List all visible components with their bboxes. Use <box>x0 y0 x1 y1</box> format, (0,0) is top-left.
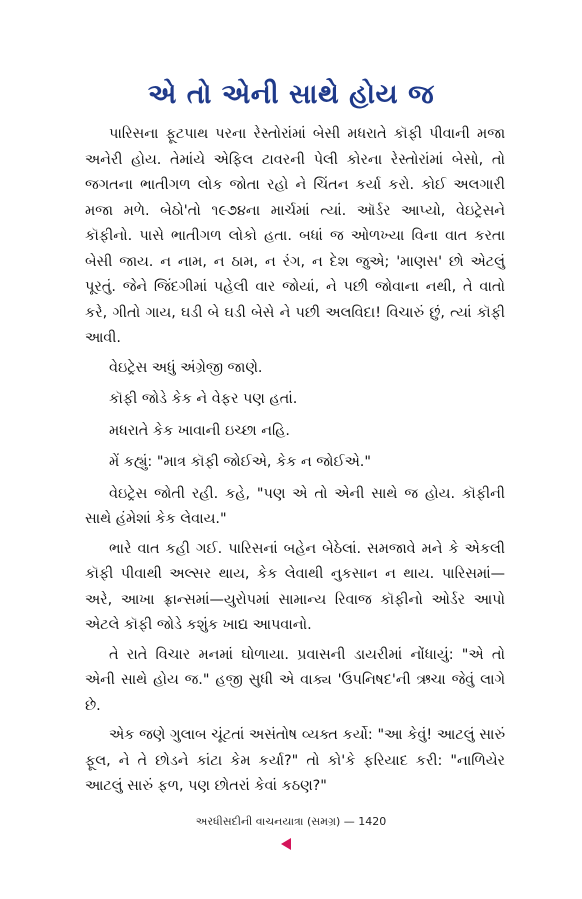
paragraph-1: પારિસના ફૂટપાથ પરના રેસ્તોરાંમાં બેસી મધરાતે કૉફી પીવાની મજા અનેરી હોય. તેમાંયે એફિલ ટાવરની પેલી કોરના રેસ્તોરાંમાં બેસો, તો જગતના ભાતીગળ લોક જોતા રહો ને ચિંતન કર્યા કરો. કોઈ અલગારી મજા મળે. બેઠો'તો ૧૯૭૪ના માર્ચમાં ત્યાં. ઑર્ડર આપ્યો, વેઇટ્રેસને કૉફીનો. પાસે ભાતીગળ લોકો હતા. બધાં જ ઓળખ્યા વિના વાત કરતા બેસી જાય. ન નામ, ન ઠામ, ન રંગ, ન દેશ જુએ; 'માણસ' છો એટલું પૂરતું. જેને જિંદગીમાં પહેલી વાર જોયાં, ને પછી જોવાના નથી, તે વાતો કરે, ગીતો ગાય, ઘડી બે ઘડી બેસે ને પછી અલવિદા! વિચારું છું, ત્યાં કૉફી આવી. <box>85 126 505 346</box>
page-title: એ તો એની સાથે હોય જ <box>147 79 435 110</box>
previous-page-arrow-icon[interactable] <box>281 838 291 850</box>
paragraph-4: મધરાતે કેક ખાવાની ઇચ્છા નહિ. <box>109 422 290 439</box>
paragraph-6: વેઇટ્રેસ જોતી રહી. કહે, "પણ એ તો એની સાથે જ હોય. કૉફીની સાથે હંમેશાં કેક લેવાય." <box>85 485 505 527</box>
page-footer: અરધીસદીની વાચનયાત્રા (સમગ્ર) — 1420 <box>195 815 387 828</box>
paragraph-9: એક જણે ગુલાબ ચૂંટતાં અસંતોષ વ્યક્ત કર્યો: "આ કેવું! આટલું સારું ફૂલ, ને તે છોડને કાંટા કેમ કર્યા?" તો કો'કે ફરિયાદ કરી: "નાળિયેર આટલું સારું ફળ, પણ છોતરાં કેવાં કઠણ?" <box>85 727 505 794</box>
article-body <box>85 122 505 804</box>
paragraph-8: તે રાતે વિચાર મનમાં ઘોળાયા. પ્રવાસની ડાયરીમાં નોંધાયું: "એ તો એની સાથે હોય જ." હજી સુધી એ વાક્ય 'ઉપનિષદ'ની ઋચા જેવું લાગે છે. <box>85 646 505 714</box>
paragraph-7: ભારે વાત કહી ગઈ. પારિસનાં બહેન બેઠેલાં. સમજાવે મને કે એકલી કૉફી પીવાથી અલ્સર થાય, કેક લેવાથી નુકસાન ન થાય. પારિસમાં—અરે, આખા ફ્રાન્સમાં—યુરોપમાં સામાન્ય રિવાજ કૉફીનો ઓર્ડર આપો એટલે કૉફી જોડે કશુંક ખાદ્ય આપવાનો. <box>85 540 505 633</box>
paragraph-2: વેઇટ્રેસ અધું અંગ્રેજી જાણે. <box>109 359 263 376</box>
paragraph-5: મેં કહ્યું: "માત્ર કૉફી જોઈએ, કેક ન જોઈએ." <box>109 454 371 470</box>
paragraph-3: કૉફી જોડે કેક ને વેફર પણ હતાં. <box>109 391 298 407</box>
